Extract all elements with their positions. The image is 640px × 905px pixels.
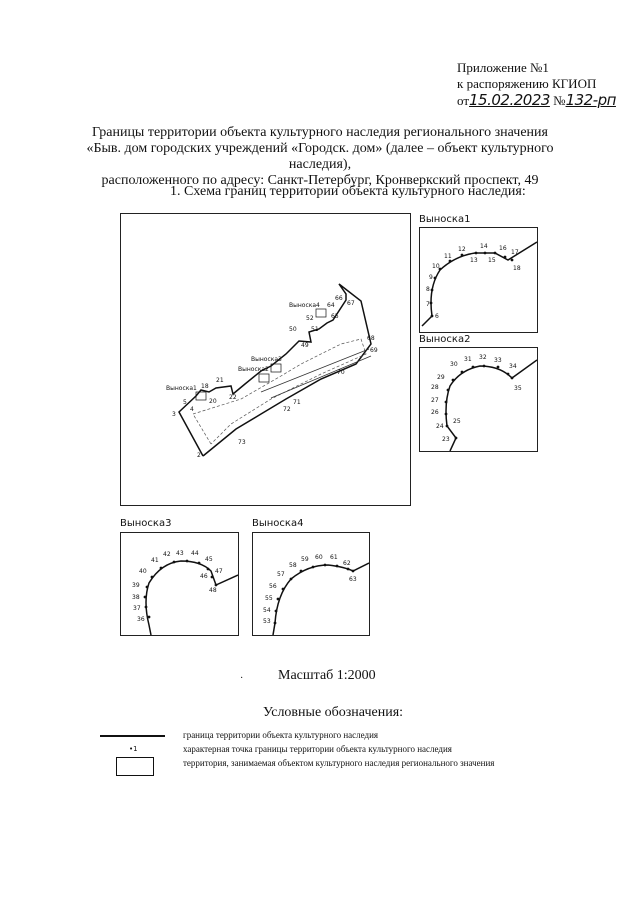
point-label: 47 [215,568,223,575]
point-label: 22 [229,394,237,401]
point-label: 56 [269,583,277,590]
title-line1: Границы территории объекта культурного наследия регионального значения [92,125,548,140]
callout3-point-markers [144,560,218,619]
callout1-drawing [420,228,537,332]
callout2-boundary [446,360,537,451]
point-label: 72 [283,406,291,413]
point-label: 48 [209,587,217,594]
point-label: 57 [277,571,285,578]
point-label: 27 [431,397,439,404]
callout3-boundary [146,561,238,635]
number-value: 132-рп [565,91,616,109]
point-marker [430,302,433,305]
callout1-frame [419,227,538,333]
legend-item-2: характерная точка границы территории объекта культурного наследия [183,744,452,754]
point-marker [449,260,452,263]
point-label: 43 [176,550,184,557]
callout4-point-markers [274,564,355,625]
callout1-boundary [422,242,537,326]
callout-label-2: Выноска2 [238,366,269,373]
date-value: 15.02.2023 [469,91,550,109]
point-label: 45 [205,556,213,563]
point-label: 46 [200,573,208,580]
point-label: 34 [509,363,517,370]
callout2-drawing [420,348,537,451]
point-label: 54 [263,607,271,614]
point-label: 53 [263,618,271,625]
callout-box-4 [316,309,326,317]
street-line [271,356,371,398]
scale-text: Масштаб 1:2000 [278,668,376,683]
point-label: 25 [453,418,461,425]
appendix-line3 [457,92,616,109]
point-label: 2 [197,452,201,459]
legend-item-3: территория, занимаемая объектом культурного наследия регионального значения [183,758,495,768]
point-label: 26 [431,409,439,416]
point-label: 13 [470,257,478,264]
callout4-frame [252,532,370,636]
point-label: 67 [347,300,355,307]
callout3-drawing [121,533,238,635]
legend-title: Условные обозначения: [263,705,404,720]
point-label: 37 [133,605,141,612]
point-label: 50 [289,326,297,333]
main-map-frame [120,213,411,506]
point-label: 5 [183,399,187,406]
point-label: 11 [444,253,452,260]
point-label: 15 [488,257,496,264]
point-marker [434,277,437,280]
point-label: 73 [238,439,246,446]
point-label: 23 [442,436,450,443]
point-label: 71 [293,399,301,406]
point-label: 4 [190,406,194,413]
point-label: 61 [330,554,338,561]
callout1-title: Выноска1 [419,214,471,225]
point-marker [475,252,478,255]
point-label: 18 [201,383,209,390]
point-label: 66 [335,295,343,302]
point-label: 64 [327,302,335,309]
point-label: 38 [132,594,140,601]
building-outline [193,339,366,444]
point-label: 33 [494,357,502,364]
point-label: 62 [343,560,351,567]
appendix-line1: Приложение №1 [457,60,549,75]
point-marker [431,289,434,292]
legend-line-symbol [100,735,165,737]
callout-label-3: Выноска3 [251,356,282,363]
callout4-title: Выноска4 [252,518,304,529]
point-label: 7 [426,301,430,308]
title-line2: «Быв. дом городских учреждений «Городск. дом» (далее – объект культурного наследия), [86,141,554,172]
document-title [60,125,580,189]
point-label: 49 [301,342,309,349]
callout2-frame [419,347,538,452]
stray-dot: · [240,673,244,684]
point-label: 10 [432,263,440,270]
point-marker [511,259,514,262]
point-label: 6 [435,313,439,320]
point-dot-icon: • [129,745,134,753]
main-map [121,214,410,505]
callout3-frame [120,532,239,636]
point-label: 39 [132,582,140,589]
callout2-point-markers [445,365,514,440]
point-label: 44 [191,550,199,557]
point-label: 32 [479,354,487,361]
point-marker [431,315,434,318]
point-label: 65 [331,313,339,320]
number-prefix: № [553,93,566,108]
point-label: 31 [464,356,472,363]
callout-box-2 [259,374,269,382]
callout4-boundary [273,563,369,635]
point-label: 70 [337,369,345,376]
section-heading: 1. Схема границ территории объекта культурного наследия: [170,184,526,199]
callout4-drawing [253,533,369,635]
title-line3: расположенного по адресу: Санкт-Петербург, Кронверкский проспект, 49 [101,173,539,188]
point-label: 9 [429,274,433,281]
point-label: 68 [367,335,375,342]
point-label: 3 [172,411,176,418]
point-label: 69 [370,347,378,354]
legend-item-1: граница территории объекта культурного наследия [183,730,379,740]
point-marker [504,256,507,259]
point-label: 41 [151,557,159,564]
point-label: 42 [163,551,171,558]
legend-point-sample: 1 [133,745,138,753]
callout-label-4: Выноска4 [289,302,320,309]
point-marker [494,252,497,255]
callout3-title: Выноска3 [120,518,172,529]
point-label: 14 [480,243,488,250]
point-label: 18 [513,265,521,272]
date-prefix: от [457,93,470,108]
appendix-block [457,60,616,109]
point-label: 17 [511,249,519,256]
point-label: 8 [426,286,430,293]
point-label: 12 [458,246,466,253]
legend-area-symbol [116,757,154,776]
point-label: 24 [436,423,444,430]
callout2-title: Выноска2 [419,334,471,345]
point-label: 21 [216,377,224,384]
point-marker [484,252,487,255]
point-marker [461,254,464,257]
point-label: 52 [306,315,314,322]
point-label: 40 [139,568,147,575]
point-label: 58 [289,562,297,569]
point-label: 59 [301,556,309,563]
point-label: 35 [514,385,522,392]
point-label: 51 [311,326,319,333]
legend-point-symbol [129,745,138,753]
point-label: 55 [265,595,273,602]
point-label: 16 [499,245,507,252]
point-label: 30 [450,361,458,368]
point-label: 29 [437,374,445,381]
main-map-points [172,295,378,459]
point-label: 60 [315,554,323,561]
point-label: 63 [349,576,357,583]
callout-label-1: Выноска1 [166,385,197,392]
appendix-line2: к распоряжению КГИОП [457,76,597,91]
point-label: 20 [209,398,217,405]
point-label: 28 [431,384,439,391]
point-label: 36 [137,616,145,623]
